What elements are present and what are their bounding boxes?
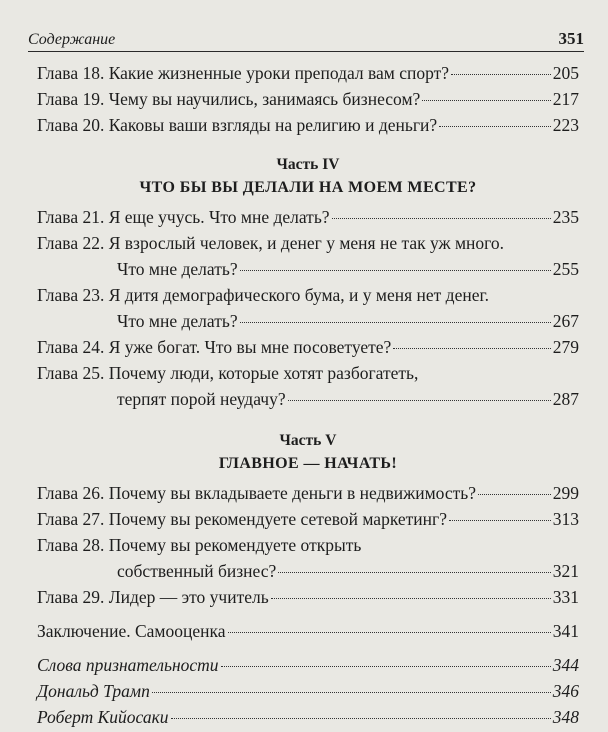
dot-leader [332, 218, 551, 219]
running-head-title: Содержание [28, 31, 116, 48]
dot-leader [478, 494, 551, 495]
dot-leader [449, 520, 551, 521]
part-title: ГЛАВНОЕ — НАЧАТЬ! [218, 455, 398, 472]
part-heading-4 [37, 154, 579, 200]
toc-entry-label: Глава 23. Я дитя демографического бума, и у меня нет денег. [37, 285, 490, 305]
toc-entry-chapter-21 [37, 204, 579, 230]
toc-entry-page: 217 [552, 89, 579, 109]
part-label: Часть V [279, 432, 337, 449]
toc-entry-page: 348 [552, 707, 579, 727]
toc-entry-page: 346 [552, 681, 579, 701]
toc-entry-label: Заключение. Самооценка [37, 621, 226, 641]
toc-entry-page: 299 [552, 483, 579, 503]
toc-entry-page: 255 [552, 259, 579, 279]
toc-entry-chapter-19 [37, 86, 579, 112]
toc-entry-label: Глава 26. Почему вы вкладываете деньги в недвижимость? [37, 483, 476, 503]
dot-leader [221, 666, 551, 667]
part-title: ЧТО БЫ ВЫ ДЕЛАЛИ НА МОЕМ МЕСТЕ? [139, 179, 477, 196]
toc-entry-label: Глава 19. Чему вы научились, занимаясь бизнесом? [37, 89, 421, 109]
toc-entry-page: 344 [552, 655, 579, 675]
dot-leader [240, 322, 551, 323]
page-number: 351 [558, 29, 584, 48]
dot-leader [278, 572, 550, 573]
part-label: Часть IV [276, 156, 340, 173]
toc-entry-label: Глава 18. Какие жизненные уроки преподал вам спорт? [37, 63, 450, 83]
toc-entry-chapter-20 [37, 112, 579, 138]
toc-entry-label: Слова признательности [37, 655, 219, 675]
toc-entry-label: Роберт Кийосаки [37, 707, 169, 727]
toc-entry-chapter-28 [37, 532, 579, 584]
toc-entry-chapter-25 [37, 360, 579, 412]
dot-leader [171, 718, 551, 719]
toc-entry-label: Глава 28. Почему вы рекомендуете открыть [37, 535, 362, 555]
toc-entry-label: Глава 25. Почему люди, которые хотят разбогатеть, [37, 363, 419, 383]
dot-leader [271, 598, 551, 599]
toc-entry-label: Дональд Трамп [37, 681, 150, 701]
toc-entry-label: Глава 24. Я уже богат. Что вы мне посоветуете? [37, 337, 392, 357]
table-of-contents [37, 60, 579, 730]
dot-leader [451, 74, 551, 75]
toc-entry-page: 223 [552, 115, 579, 135]
toc-entry-page: 341 [552, 621, 579, 641]
toc-entry-chapter-29 [37, 584, 579, 610]
toc-entry-donald-trump [37, 678, 579, 704]
toc-entry-chapter-26 [37, 480, 579, 506]
toc-entry-label: Глава 22. Я взрослый человек, и денег у меня не так уж много. [37, 233, 505, 253]
dot-leader [288, 400, 551, 401]
toc-entry-chapter-18 [37, 60, 579, 86]
toc-entry-chapter-27 [37, 506, 579, 532]
toc-entry-label: Глава 21. Я еще учусь. Что мне делать? [37, 207, 330, 227]
dot-leader [393, 348, 550, 349]
toc-entry-label: Глава 29. Лидер — это учитель [37, 587, 269, 607]
toc-entry-page: 331 [552, 587, 579, 607]
toc-entry-page: 321 [552, 561, 579, 581]
toc-entry-label-continued: Что мне делать? [117, 311, 238, 331]
dot-leader [228, 632, 551, 633]
dot-leader [240, 270, 551, 271]
running-head [28, 26, 584, 52]
toc-entry-label-continued: Что мне делать? [117, 259, 238, 279]
dot-leader [439, 126, 551, 127]
toc-entry-page: 279 [552, 337, 579, 357]
toc-entry-page: 313 [552, 509, 579, 529]
toc-entry-robert-kiyosaki [37, 704, 579, 730]
toc-entry-page: 235 [552, 207, 579, 227]
toc-entry-label-continued: терпят порой неудачу? [117, 389, 286, 409]
toc-entry-label-continued: собственный бизнес? [117, 561, 277, 581]
toc-entry-conclusion [37, 618, 579, 644]
toc-entry-label: Глава 27. Почему вы рекомендуете сетевой маркетинг? [37, 509, 447, 529]
toc-entry-label: Глава 20. Каковы ваши взгляды на религию и деньги? [37, 115, 438, 135]
toc-entry-page: 267 [552, 311, 579, 331]
toc-entry-chapter-24 [37, 334, 579, 360]
toc-entry-page: 287 [552, 389, 579, 409]
part-heading-5 [37, 430, 579, 476]
toc-entry-chapter-22 [37, 230, 579, 282]
toc-entry-page: 205 [552, 63, 579, 83]
dot-leader [152, 692, 551, 693]
dot-leader [422, 100, 550, 101]
toc-entry-chapter-23 [37, 282, 579, 334]
toc-entry-acknowledgements [37, 652, 579, 678]
